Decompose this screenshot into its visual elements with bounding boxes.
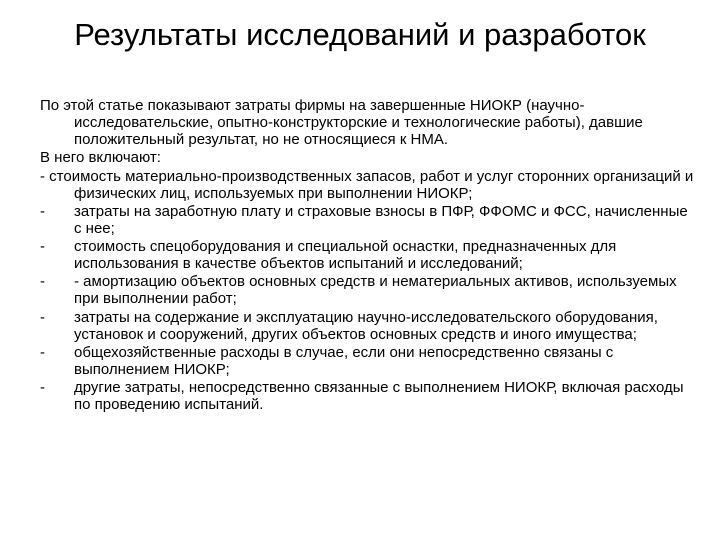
list-item [40, 203, 695, 237]
list-item-text: общехозяйственные расходы в случае, если они непосредственно связаны с выполнением НИОКР; [74, 344, 614, 379]
list-item-text: стоимость спецоборудования и специальной оснастки, предназначенных для использования в качестве объектов испытаний и исследований; [74, 238, 617, 273]
list-bullet: - [40, 238, 45, 256]
list-bullet: - [40, 344, 45, 362]
list-item-first: - стоимость материально-производственных запасов, работ и услуг сторонних организаций и физических лиц, используемых при выполнении НИОКР; [40, 167, 694, 202]
slide-title: Результаты исследований и разработок [74, 17, 646, 52]
slide-body [40, 97, 695, 415]
list-bullet: - [40, 202, 45, 220]
list-item-text: затраты на содержание и эксплуатацию научно-исследовательского оборудования, установок и сооружений, других объектов основных средств и иного имущества; [74, 308, 658, 343]
list-item-text: затраты на заработную плату и страховые взносы в ПФР, ФФОМС и ФСС, начисленные с нее; [74, 202, 688, 237]
list-item [40, 309, 695, 343]
list-item-text: другие затраты, непосредственно связанные с выполнением НИОКР, включая расходы по проведению испытаний. [74, 379, 684, 414]
list-item [40, 273, 695, 307]
list-item-text: - амортизацию объектов основных средств и нематериальных активов, используемых при выполнении работ; [74, 273, 677, 308]
intro-paragraph: По этой статье показывают затраты фирмы на завершенные НИОКР (научно-исследовательские, опытно-конструкторские и технологические работы), давшие положительный результат, но не относящиеся к НМА. [40, 97, 643, 148]
list-item [40, 344, 695, 378]
list-bullet: - [40, 273, 45, 291]
list-item [40, 379, 695, 413]
includes-label: В него включают: [40, 149, 161, 167]
list-bullet: - [40, 379, 45, 397]
list-bullet: - [40, 308, 45, 326]
list-item [40, 238, 695, 272]
